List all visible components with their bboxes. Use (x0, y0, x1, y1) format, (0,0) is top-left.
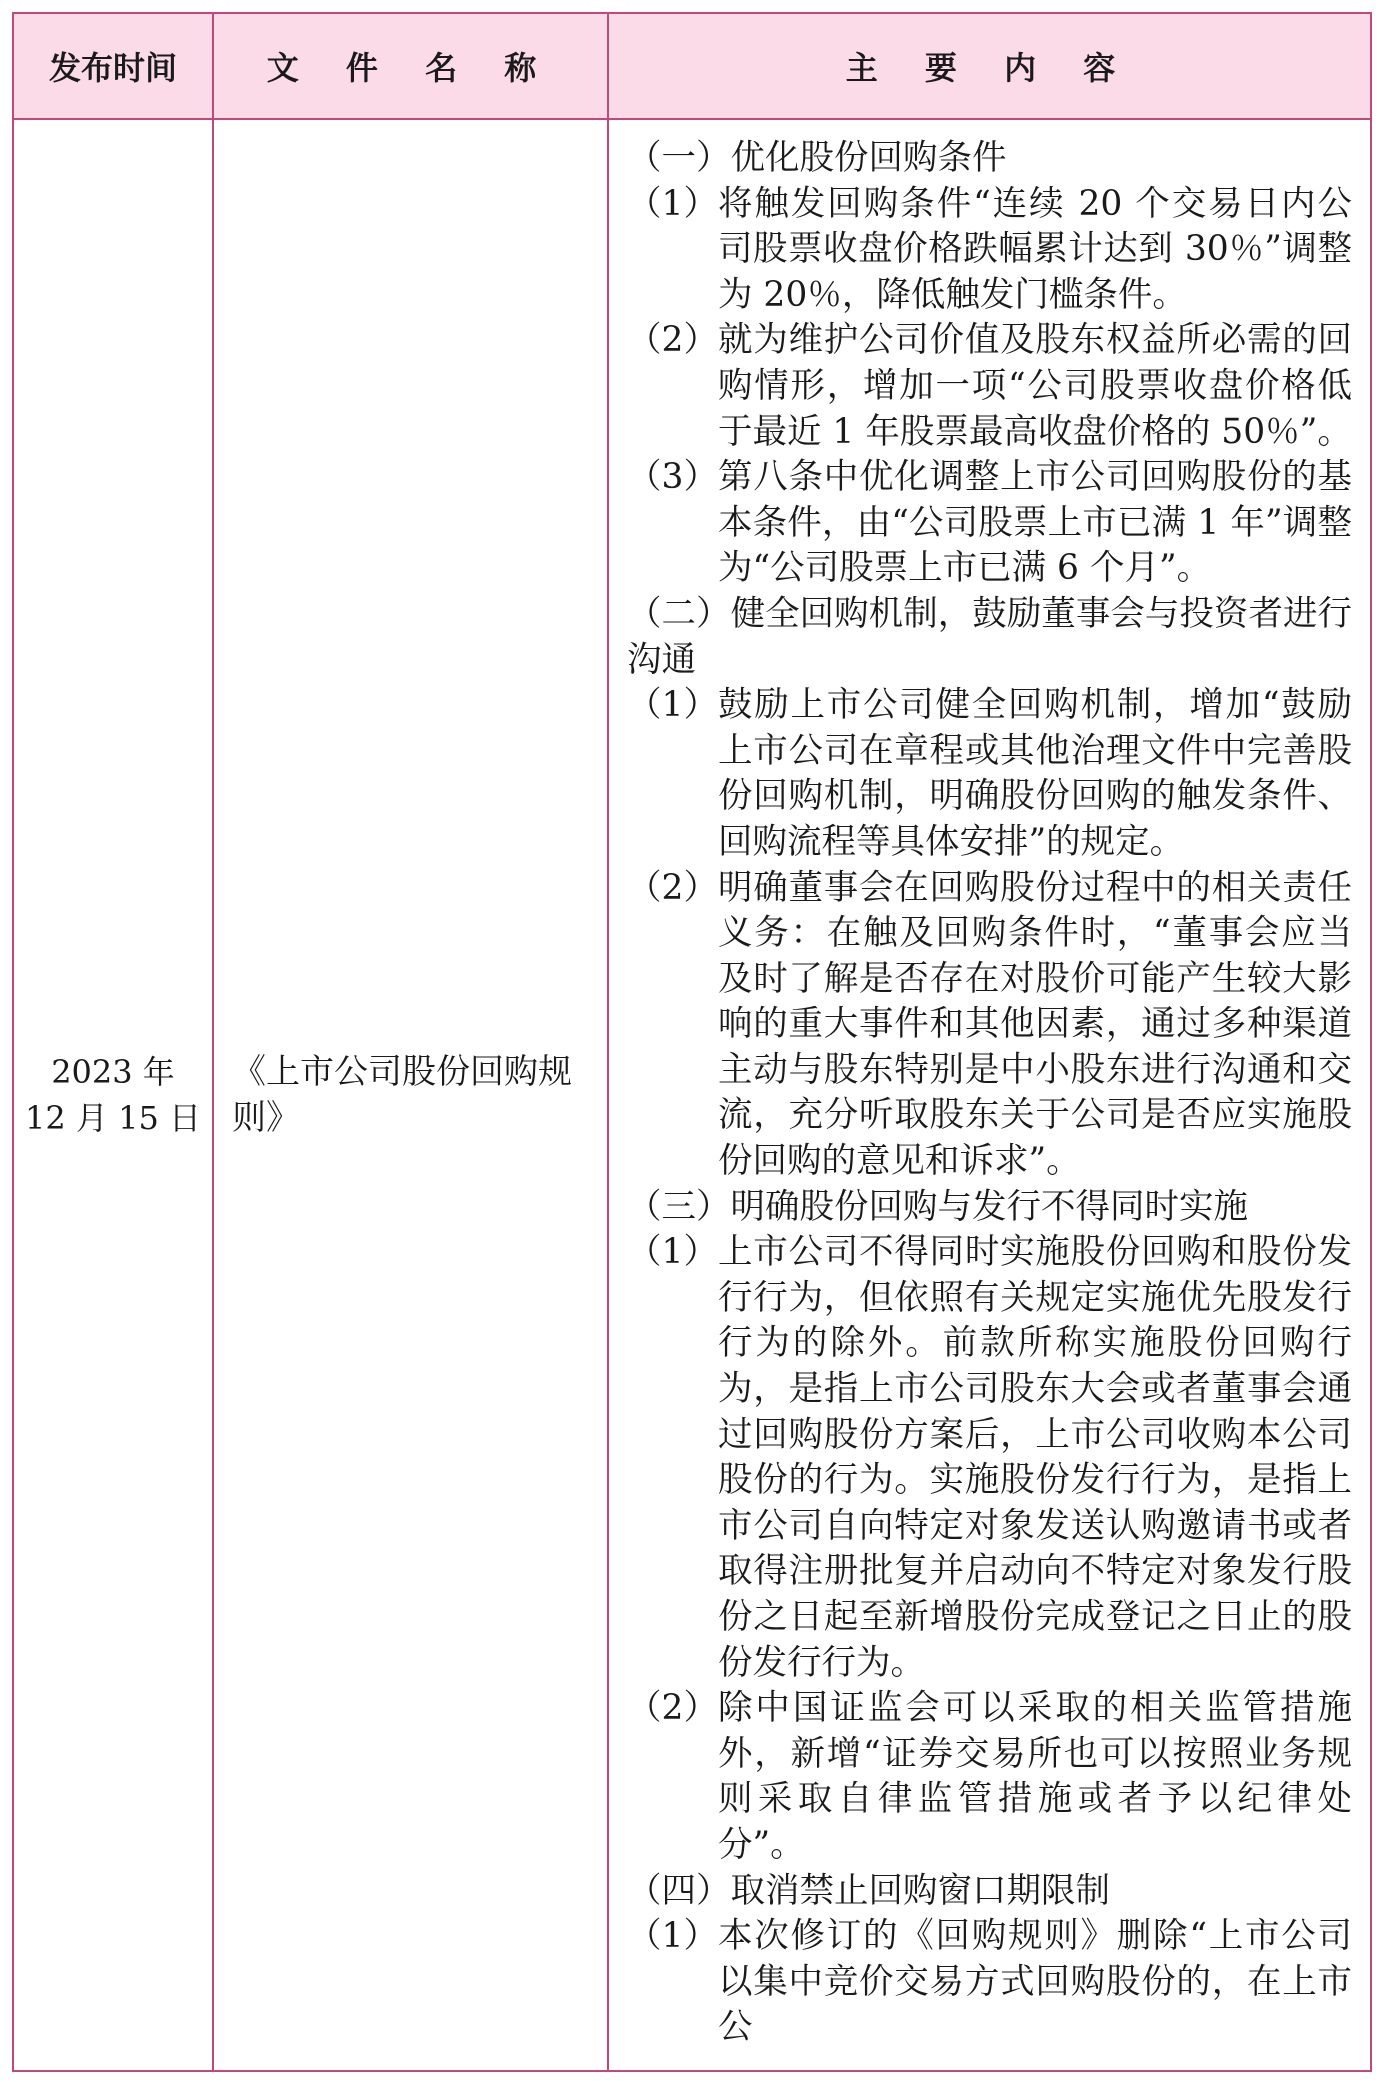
item-text: 除中国证监会可以采取的相关监管措施外，新增“证券交易所也可以按照业务规则采取自律监管措施或者予以纪律处分”。 (717, 1688, 1352, 1865)
release-date-year: 2023 年 (51, 1053, 175, 1091)
content-item (627, 455, 1352, 592)
content-item (627, 683, 1352, 865)
item-marker: （1） (627, 685, 718, 726)
regulation-table (12, 12, 1372, 2072)
content-list (627, 136, 1352, 2051)
item-marker: （2） (627, 867, 718, 908)
file-name-cell (213, 119, 608, 2071)
content-item (627, 182, 1352, 319)
item-marker: （2） (627, 1688, 718, 1729)
item-marker: （1） (627, 183, 718, 224)
item-text: 将触发回购条件“连续 20 个交易日内公司股票收盘价格跌幅累计达到 30％”调整为 20％，降低触发门槛条件。 (717, 183, 1352, 315)
header-row (13, 13, 1371, 119)
file-name: 《上市公司股份回购规则》 (232, 1052, 572, 1138)
item-marker: （2） (627, 320, 718, 361)
item-text: 第八条中优化调整上市公司回购股份的基本条件，由“公司股票上市已满 1 年”调整为“公司股票上市已满 6 个月”。 (717, 457, 1352, 589)
header-release-date: 发布时间 (13, 13, 213, 119)
release-date-cell (13, 119, 213, 2071)
header-main-content: 主 要 内 容 (608, 13, 1371, 119)
content-item (627, 1914, 1352, 2051)
section-heading: （四）取消禁止回购窗口期限制 (627, 1870, 1110, 1911)
header-file-name: 文 件 名 称 (213, 13, 608, 119)
content-item (627, 1686, 1352, 1868)
item-text: 明确董事会在回购股份过程中的相关责任义务：在触及回购条件时，“董事会应当及时了解是否存在对股价可能产生较大影响的重大事件和其他因素，通过多种渠道主动与股东特别是中小股东进行沟通和交流，充分听取股东关于公司是否应实施股份回购的意见和诉求”。 (717, 867, 1352, 1182)
item-marker: （1） (627, 1232, 718, 1273)
section-heading: （二）健全回购机制，鼓励董事会与投资者进行沟通 (627, 593, 1352, 680)
main-content-cell (608, 119, 1371, 2071)
item-text: 上市公司不得同时实施股份回购和股份发行行为，但依照有关规定实施优先股发行行为的除外。前款所称实施股份回购行为，是指上市公司股东大会或者董事会通过回购股份方案后，上市公司收购本公司股份的行为。实施股份发行行为，是指上市公司自向特定对象发送认购邀请书或者取得注册批复并启动向不特定对象发行股份之日起至新增股份完成登记之日止的股份发行行为。 (717, 1232, 1352, 1683)
section-heading: （一）优化股份回购条件 (627, 138, 1007, 178)
item-text: 鼓励上市公司健全回购机制，增加“鼓励上市公司在章程或其他治理文件中完善股份回购机制，明确股份回购的触发条件、回购流程等具体安排”的规定。 (717, 685, 1352, 862)
item-marker: （1） (627, 1916, 718, 1957)
content-item (627, 318, 1352, 455)
content-item (627, 866, 1352, 1185)
item-text: 就为维护公司价值及股东权益所必需的回购情形，增加一项“公司股票收盘价格低于最近 1 年股票最高收盘价格的 50％”。 (717, 320, 1352, 452)
section-heading: （三）明确股份回购与发行不得同时实施 (627, 1186, 1248, 1227)
release-date-day: 12 月 15 日 (25, 1099, 201, 1137)
content-item (627, 1230, 1352, 1686)
table-row (13, 119, 1371, 2071)
item-marker: （3） (627, 457, 718, 498)
item-text: 本次修订的《回购规则》删除“上市公司以集中竞价交易方式回购股份的，在上市公 (717, 1916, 1352, 2048)
